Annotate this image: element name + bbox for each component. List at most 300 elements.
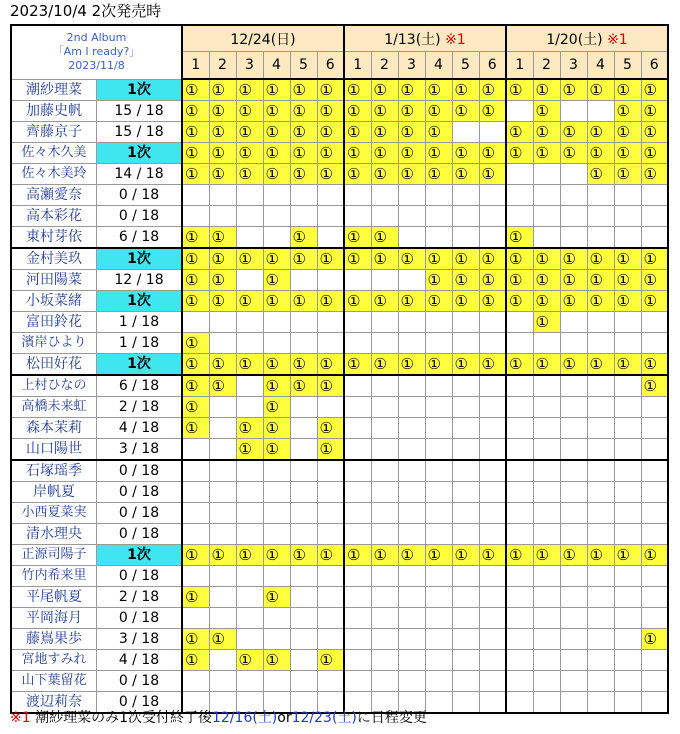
slot-empty (614, 206, 641, 227)
slot-empty (533, 164, 560, 185)
slot-empty (614, 227, 641, 249)
slot-empty (641, 439, 668, 461)
slot-mark: ① (616, 291, 630, 310)
member-count: 0 / 18 (118, 484, 160, 500)
slot-empty (263, 566, 290, 587)
member-count: 1 / 18 (118, 335, 160, 351)
slot-available (587, 164, 614, 185)
slot-available (587, 270, 614, 291)
slot-mark: ① (427, 249, 441, 268)
slot-mark: ① (400, 143, 414, 162)
slot-empty (344, 418, 371, 439)
slot-empty (290, 439, 317, 461)
slot-empty (425, 312, 452, 333)
slot-empty (506, 608, 533, 629)
slot-empty (182, 312, 209, 333)
slot-available (398, 143, 425, 164)
slot-mark: ① (616, 80, 630, 99)
slot-available (344, 354, 371, 376)
slot-empty (506, 418, 533, 439)
slot-available (371, 101, 398, 122)
member-info (11, 650, 182, 671)
slot-empty (290, 482, 317, 503)
slot-available (209, 629, 236, 650)
slot-empty (371, 460, 398, 482)
member-count: 0 / 18 (118, 208, 160, 224)
slot-available (614, 101, 641, 122)
slot-empty (641, 650, 668, 671)
slot-available (236, 79, 263, 101)
slot-mark: ① (589, 270, 603, 289)
slot-empty (641, 185, 668, 206)
slot-available (452, 248, 479, 270)
slot-available (290, 227, 317, 249)
slot-mark: ① (238, 418, 252, 437)
page-title: 2023/10/4 2次発売時 (10, 2, 162, 20)
slot-empty (452, 439, 479, 461)
slot-mark: ① (643, 80, 657, 99)
slot-empty (344, 671, 371, 692)
slot-available (452, 270, 479, 291)
slot-mark: ① (347, 164, 361, 183)
slot-mark: ① (535, 291, 549, 310)
slot-available (263, 397, 290, 418)
slot-mark: ① (185, 270, 199, 289)
slot-mark: ① (427, 354, 441, 373)
slot-mark: ① (562, 291, 576, 310)
slot-empty (425, 460, 452, 482)
member-name: 松田好花 (12, 354, 97, 374)
slot-mark: ① (292, 122, 306, 141)
slot-available (290, 545, 317, 566)
slot-available (587, 79, 614, 101)
member-info (11, 524, 182, 545)
member-name: 正源司陽子 (12, 545, 97, 565)
member-row (11, 566, 668, 587)
slot-empty (290, 270, 317, 291)
slot-mark: ① (265, 164, 279, 183)
slot-empty (263, 227, 290, 249)
slot-mark: ① (509, 270, 523, 289)
slot-empty (371, 418, 398, 439)
slot-empty (344, 650, 371, 671)
slot-mark: ① (319, 80, 333, 99)
slot-mark: ① (427, 291, 441, 310)
slot-empty (290, 629, 317, 650)
slot-available (317, 143, 344, 164)
slot-available (344, 143, 371, 164)
member-count: 6 / 18 (118, 378, 160, 394)
slot-empty (236, 566, 263, 587)
first-round-badge: 1次 (97, 354, 181, 374)
slot-empty (263, 206, 290, 227)
member-count: 0 / 18 (118, 187, 160, 203)
member-row (11, 608, 668, 629)
member-info (11, 101, 182, 122)
first-round-badge: 1次 (97, 80, 181, 100)
slot-empty (236, 629, 263, 650)
slot-mark: ① (562, 354, 576, 373)
slot-mark: ① (211, 143, 225, 162)
slot-empty (425, 375, 452, 397)
slot-empty (587, 650, 614, 671)
slot-available (263, 164, 290, 185)
slot-available (614, 248, 641, 270)
slot-mark: ① (238, 439, 252, 458)
slot-empty (614, 608, 641, 629)
slot-empty (452, 692, 479, 714)
member-row (11, 418, 668, 439)
slot-mark: ① (427, 270, 441, 289)
member-info (11, 545, 182, 566)
member-name: 富田鈴花 (12, 312, 97, 332)
slot-empty (398, 629, 425, 650)
slot-available (641, 545, 668, 566)
slot-available (506, 122, 533, 143)
slot-mark: ① (265, 291, 279, 310)
slot-empty (182, 671, 209, 692)
slot-available (641, 270, 668, 291)
slot-empty (317, 629, 344, 650)
slot-empty (533, 671, 560, 692)
slot-empty (425, 503, 452, 524)
part-number: 4 (263, 52, 290, 80)
slot-available (587, 143, 614, 164)
slot-mark: ① (454, 101, 468, 120)
slot-empty (479, 418, 506, 439)
slot-empty (533, 692, 560, 714)
slot-mark: ① (373, 249, 387, 268)
slot-empty (560, 164, 587, 185)
slot-empty (209, 503, 236, 524)
member-name: 小坂菜緒 (12, 291, 97, 311)
member-row (11, 650, 668, 671)
slot-empty (506, 185, 533, 206)
slot-empty (533, 185, 560, 206)
slot-empty (479, 460, 506, 482)
slot-mark: ① (509, 143, 523, 162)
slot-empty (479, 185, 506, 206)
member-name: 金村美玖 (12, 249, 97, 269)
member-count: 6 / 18 (118, 229, 160, 245)
slot-empty (425, 333, 452, 354)
slot-available (371, 122, 398, 143)
slot-empty (587, 312, 614, 333)
slot-empty (452, 566, 479, 587)
member-info (11, 206, 182, 227)
member-row (11, 503, 668, 524)
slot-available (371, 248, 398, 270)
slot-available (506, 354, 533, 376)
slot-empty (479, 333, 506, 354)
member-info (11, 248, 182, 270)
slot-available (452, 354, 479, 376)
slot-available (641, 291, 668, 312)
member-count: 3 / 18 (118, 441, 160, 457)
slot-empty (506, 566, 533, 587)
slot-mark: ① (265, 122, 279, 141)
slot-empty (209, 482, 236, 503)
slot-mark: ① (373, 122, 387, 141)
part-number: 1 (506, 52, 533, 80)
slot-empty (371, 671, 398, 692)
slot-empty (560, 692, 587, 714)
slot-available (290, 164, 317, 185)
slot-available (398, 101, 425, 122)
member-info (11, 375, 182, 397)
slot-empty (344, 333, 371, 354)
slot-available (317, 418, 344, 439)
slot-available (479, 143, 506, 164)
slot-empty (344, 397, 371, 418)
member-info (11, 291, 182, 312)
slot-available (560, 270, 587, 291)
member-name: 山下葉留花 (12, 671, 97, 691)
slot-empty (560, 608, 587, 629)
slot-available (641, 143, 668, 164)
slot-empty (344, 629, 371, 650)
member-row (11, 524, 668, 545)
slot-available (182, 354, 209, 376)
slot-empty (614, 185, 641, 206)
member-count: 3 / 18 (118, 631, 160, 647)
slot-mark: ① (185, 143, 199, 162)
member-row (11, 185, 668, 206)
slot-mark: ① (185, 80, 199, 99)
slot-mark: ① (427, 545, 441, 564)
slot-available (452, 291, 479, 312)
slot-mark: ① (238, 122, 252, 141)
slot-empty (344, 270, 371, 291)
slot-available (290, 143, 317, 164)
slot-empty (344, 185, 371, 206)
slot-available (614, 143, 641, 164)
slot-empty (560, 460, 587, 482)
slot-mark: ① (535, 143, 549, 162)
slot-available (614, 545, 641, 566)
slot-empty (344, 439, 371, 461)
slot-mark: ① (319, 650, 333, 669)
slot-available (533, 79, 560, 101)
slot-empty (587, 333, 614, 354)
slot-available (425, 122, 452, 143)
slot-empty (398, 482, 425, 503)
slot-mark: ① (211, 164, 225, 183)
slot-mark: ① (238, 249, 252, 268)
slot-available (506, 227, 533, 249)
slot-available (263, 650, 290, 671)
slot-empty (614, 692, 641, 714)
slot-empty (290, 650, 317, 671)
slot-available (263, 143, 290, 164)
slot-empty (614, 375, 641, 397)
slot-mark: ① (535, 249, 549, 268)
member-count: 12 / 18 (114, 272, 164, 288)
slot-available (182, 397, 209, 418)
slot-available (452, 143, 479, 164)
slot-available (209, 375, 236, 397)
slot-mark: ① (616, 270, 630, 289)
slot-mark: ① (589, 143, 603, 162)
slot-available (236, 248, 263, 270)
slot-empty (479, 312, 506, 333)
slot-mark: ① (319, 143, 333, 162)
slot-empty (506, 375, 533, 397)
slot-mark: ① (373, 143, 387, 162)
slot-empty (263, 185, 290, 206)
date-header-1: 1/13(土) ※1 (344, 25, 506, 52)
slot-empty (371, 608, 398, 629)
slot-mark: ① (535, 312, 549, 331)
slot-available (236, 164, 263, 185)
slot-empty (371, 482, 398, 503)
member-name: 平岡海月 (12, 608, 97, 628)
slot-empty (425, 629, 452, 650)
slot-empty (182, 206, 209, 227)
slot-empty (641, 503, 668, 524)
slot-empty (452, 418, 479, 439)
slot-empty (290, 503, 317, 524)
slot-mark: ① (185, 545, 199, 564)
slot-available (290, 291, 317, 312)
slot-empty (614, 671, 641, 692)
slot-mark: ① (211, 376, 225, 395)
slot-empty (533, 460, 560, 482)
availability-table (10, 24, 669, 714)
slot-mark: ① (185, 333, 199, 352)
slot-available (560, 79, 587, 101)
slot-empty (560, 503, 587, 524)
slot-mark: ① (292, 545, 306, 564)
slot-mark: ① (265, 270, 279, 289)
member-row (11, 482, 668, 503)
slot-empty (452, 122, 479, 143)
slot-mark: ① (319, 291, 333, 310)
slot-mark: ① (400, 101, 414, 120)
slot-available (641, 375, 668, 397)
slot-mark: ① (265, 249, 279, 268)
member-info (11, 227, 182, 249)
member-info (11, 397, 182, 418)
slot-empty (452, 206, 479, 227)
slot-empty (452, 524, 479, 545)
slot-mark: ① (535, 122, 549, 141)
slot-mark: ① (373, 291, 387, 310)
slot-mark: ① (562, 80, 576, 99)
slot-mark: ① (265, 439, 279, 458)
slot-empty (587, 503, 614, 524)
member-row (11, 439, 668, 461)
slot-mark: ① (643, 629, 657, 648)
member-info (11, 671, 182, 692)
slot-empty (452, 608, 479, 629)
slot-available (560, 143, 587, 164)
slot-mark: ① (509, 249, 523, 268)
slot-empty (290, 185, 317, 206)
slot-available (479, 248, 506, 270)
slot-empty (587, 482, 614, 503)
slot-empty (641, 312, 668, 333)
slot-empty (236, 524, 263, 545)
slot-empty (344, 566, 371, 587)
slot-available (614, 122, 641, 143)
date-header-2: 1/20(土) ※1 (506, 25, 668, 52)
slot-mark: ① (185, 418, 199, 437)
part-number: 5 (452, 52, 479, 80)
slot-mark: ① (509, 80, 523, 99)
slot-mark: ① (454, 545, 468, 564)
slot-empty (452, 587, 479, 608)
slot-empty (533, 206, 560, 227)
member-info (11, 333, 182, 354)
slot-available (479, 164, 506, 185)
slot-mark: ① (509, 354, 523, 373)
slot-empty (317, 333, 344, 354)
slot-mark: ① (427, 143, 441, 162)
slot-empty (371, 333, 398, 354)
slot-mark: ① (481, 101, 495, 120)
member-name: 齊藤京子 (12, 122, 97, 142)
slot-empty (371, 312, 398, 333)
slot-empty (290, 397, 317, 418)
slot-mark: ① (319, 418, 333, 437)
slot-empty (263, 333, 290, 354)
slot-empty (506, 460, 533, 482)
slot-empty (560, 650, 587, 671)
slot-empty (587, 524, 614, 545)
slot-empty (641, 227, 668, 249)
slot-empty (479, 482, 506, 503)
slot-mark: ① (292, 143, 306, 162)
slot-mark: ① (562, 249, 576, 268)
member-name: 高本彩花 (12, 206, 97, 226)
slot-empty (317, 206, 344, 227)
slot-mark: ① (292, 376, 306, 395)
slot-mark: ① (185, 291, 199, 310)
slot-empty (209, 566, 236, 587)
slot-available (209, 227, 236, 249)
slot-mark: ① (238, 545, 252, 564)
slot-mark: ① (481, 354, 495, 373)
member-name: 濱岸ひより (12, 333, 97, 353)
slot-empty (479, 608, 506, 629)
slot-empty (641, 671, 668, 692)
slot-available (425, 248, 452, 270)
slot-mark: ① (319, 249, 333, 268)
slot-empty (533, 587, 560, 608)
member-row (11, 101, 668, 122)
slot-empty (371, 439, 398, 461)
slot-mark: ① (211, 122, 225, 141)
slot-mark: ① (265, 376, 279, 395)
slot-mark: ① (589, 291, 603, 310)
slot-available (182, 79, 209, 101)
slot-empty (290, 566, 317, 587)
slot-available (317, 545, 344, 566)
slot-empty (425, 439, 452, 461)
slot-mark: ① (238, 650, 252, 669)
slot-mark: ① (562, 545, 576, 564)
slot-empty (506, 397, 533, 418)
slot-empty (641, 566, 668, 587)
slot-empty (371, 185, 398, 206)
slot-empty (371, 397, 398, 418)
slot-available (209, 164, 236, 185)
slot-empty (641, 608, 668, 629)
member-name: 宮地すみれ (12, 650, 97, 670)
slot-mark: ① (185, 397, 199, 416)
slot-empty (587, 587, 614, 608)
